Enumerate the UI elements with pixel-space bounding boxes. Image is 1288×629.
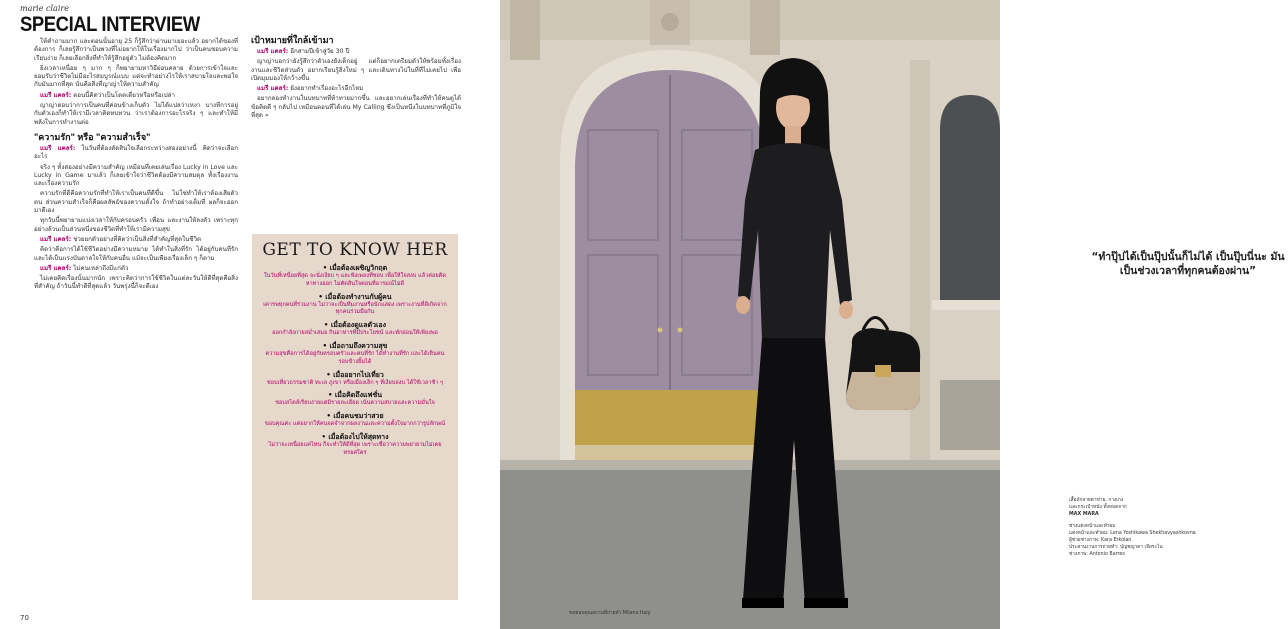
credit-line: ช่างภาพ: Antonio Barres (1069, 552, 1125, 557)
question-text: ไม่คนเหล่าถึงมีแก่ตัว (73, 264, 129, 272)
credit-line: ช่างแต่งหน้าและทำผม (1069, 524, 1116, 529)
credit-line: และกระเป๋าหนัง ทั้งหมดจาก (1069, 505, 1127, 510)
item-question: • เมื่อถามถึงความสุข (322, 341, 388, 350)
bag-clasp-icon (875, 365, 891, 377)
item-answer: ชอบเที่ยวธรรมชาติ ทะเล ภูเขา หรือเมืองเล็ก ๆ ที่เงียบสงบ ได้ใช้เวลาช้า ๆ (266, 379, 444, 386)
speaker-label: แมรี แคลร์: (257, 48, 289, 55)
answer: ญาญ่าบอกว่ายังรู้สึกว่าตัวเองยังเด็กอยู่ แต่ก็อยากเตรียมตัวให้พร้อมทั้งเรื่องงานและชีวิตส่วนตัว อยากเรียนรู้สิ่งใหม่ ๆ และเดินทางไปในที่ที่ไม่เคยไป เพื่อเปิดมุมมองให้กว้างขึ้น (251, 58, 461, 82)
speaker-label: แมรี แคลร์: (40, 91, 72, 99)
item-question: • เมื่อต้องดูแลตัวเอง (323, 321, 387, 330)
credit-line: ผู้ช่วยช่างภาพ: Kara Erkolan (1069, 538, 1132, 543)
question (251, 85, 461, 93)
get-to-know-her-title: GET TO KNOW HER (262, 240, 448, 260)
subheading: "ความรัก" หรือ "ความสำเร็จ" (34, 131, 151, 142)
answer: ความรักที่ดีคือความรักที่ทำให้เราเป็นคนที่ดีขึ้น ไม่ใช่ทำให้เราต้องเสียตัวตน ส่วนความสำเร็จก็คือผลลัพธ์ของความตั้งใจ ถ้าทำอย่างเต็มที่ ผลก็จะออกมาดีเอง (34, 190, 238, 215)
list-item (252, 432, 458, 458)
answer: คิดว่าคือการได้ใช้ชีวิตอย่างมีความหมาย ได้ทำในสิ่งที่รัก ได้อยู่กับคนที่รัก และได้เป็นแรงบันดาลใจให้กับคนอื่น แม้จะเป็นเพียงเรื่องเล็ก ๆ ก็ตาม (34, 246, 238, 262)
question (251, 48, 461, 56)
cover-photo (500, 0, 1285, 629)
question (34, 92, 238, 100)
door-handle-icon (658, 328, 663, 333)
article-column-1 (34, 38, 238, 618)
article-column-2 (251, 30, 461, 220)
speaker-label: แมรี แคลร์: (40, 144, 76, 152)
paragraph: ให้คำถามมาก และตอนนั้นอายุ 25 ก็รู้สึกว่าผ่านมาเยอะแล้ว อยากได้ของที่ต้องการ ก็เลยรู้สึกว่าเป็นพวงที่ไม่อยากให้ในเรื่องมากไป ว่าเป็นคนชอบความเรียบง่าย ก็เลยเลือกสิ่งที่ทำให้รู้สึกอยู่ตัว ไม่ต้องคิดมาก (34, 38, 238, 62)
item-question: • เมื่อคิดถึงแฟชั่น (327, 391, 382, 400)
list-item (252, 263, 458, 289)
brass-plate (575, 390, 765, 445)
section-title: SPECIAL INTERVIEW (20, 13, 200, 36)
item-question: • เมื่อต้องไปให้สุดทาง (321, 432, 389, 441)
get-to-know-her-box (252, 234, 458, 600)
photo-illustration (500, 0, 1000, 629)
left-page (0, 0, 498, 629)
item-answer: ในวันที่เหนื่อยที่สุด จะนั่งเงียบ ๆ และฟังเพลงที่ชอบ เพื่อให้ใจสงบ แล้วค่อยคิดหาทางออก ไม่ตัดสินใจตอนที่อารมณ์ไม่ดี (263, 273, 447, 287)
question-text: ช่วยยกตัวอย่างที่คิดว่าเป็นสิ่งที่สำคัญที่สุดในชีวิต (73, 235, 202, 243)
credit-line: แต่งหน้าและทำผม: Lena Yoshikawa Shekhavyashkovna (1069, 531, 1196, 536)
window (940, 95, 1000, 300)
list-item (252, 411, 458, 429)
item-question: • เมื่อต้องเผชิญวิกฤต (322, 264, 388, 272)
location-credit: ขอขอบคุณสถานที่ถ่ายทำ Milano Italy (569, 611, 651, 616)
answer: ญาญ่าตอบว่าการเป็นคนที่ค่อนข้างเก็บตัว ไม่ได้แปลว่าเหงา บางทีการอยู่กับตัวเองก็ทำให้เรามีเวลาคิดทบทวน ว่าเราต้องการอะไรจริง ๆ และทำให้มีพลังในการทำงานต่อ (34, 102, 238, 126)
question (34, 236, 238, 244)
list-item (252, 390, 458, 408)
item-answer: ขอบคุณค่ะ แต่อยากให้คนจดจำจากผลงานและความตั้งใจมากกว่ารูปลักษณ์ (264, 421, 446, 428)
credit-line: เสื้อถักลายตาข่าย, กางเกง (1069, 498, 1124, 503)
item-question: • เมื่อคนชมว่าสวย (326, 412, 384, 421)
item-answer: ชอบสไตล์เรียบง่ายแต่มีรายละเอียด เน้นความสบายและความมั่นใจ (275, 400, 435, 407)
speaker-label: แมรี แคลร์: (40, 235, 72, 243)
list-item (252, 341, 458, 367)
question-text: ตอนนี้คิดว่าเป็นโดดเดี่ยวหรือหรือเปล่า (73, 91, 175, 99)
speaker-label: แมรี แคลร์: (257, 85, 289, 93)
page-number: 70 (20, 614, 29, 622)
list-item (252, 292, 458, 318)
speaker-label: แมรี แคลร์: (40, 264, 72, 272)
wall-vent (940, 380, 1000, 450)
item-question: • เมื่อต้องทำงานกับผู้คน (318, 292, 392, 301)
question-text: ยังอยากทำเรื่องอะไรอีกไหม (290, 85, 364, 93)
question (34, 145, 238, 162)
answer: ไม่เคยคิดเรื่องนั้นมากนัก เพราะคิดว่าการใช้ชีวิตในแต่ละวันให้ดีที่สุดคือสิ่งที่สำคัญ ถ้าวันนี้ทำดีที่สุดแล้ว วันพรุ่งนี้ก็จะดีเอง (34, 275, 238, 291)
item-answer: ไม่ว่าจะเหนื่อยแค่ไหน ก็จะทำให้ดีที่สุด เพราะเชื่อว่าความพยายามไม่เคยทรยศใคร (268, 441, 442, 456)
subheading: เป้าหมายที่ใกล้เข้ามา (251, 35, 334, 45)
item-answer: ความสุขคือการได้อยู่กับครอบครัวและคนที่รัก ได้ทำงานที่รัก และได้เห็นคนรอบข้างยิ้มได้ (265, 350, 445, 365)
mask-ornament-icon (661, 13, 679, 31)
answer: ทุกวันนี้พยายามแบ่งเวลาให้กับครอบครัว เพื่อน และงานให้ลงตัว เพราะทุกอย่างล้วนเป็นส่วนหนึ่งของชีวิตที่ทำให้เรามีความสุข (34, 217, 238, 233)
question-text: ในวันที่ต้องตัดสินใจเลือกระหว่างสองอย่างนี้ คิดว่าจะเลือกอะไร (34, 144, 239, 161)
magazine-tag: marie claire (20, 4, 69, 13)
list-item (252, 320, 458, 338)
credit-line: MAX MARA (1069, 512, 1099, 517)
question-text: อีกสามปีเข้าสู่วัย 30 ปี (290, 48, 350, 55)
question (34, 265, 238, 273)
answer: อยากลองทำงานในบทบาทที่ท้าทายมากขึ้น และอยากเล่นเรื่องที่ทำให้คนดูได้ข้อคิดดี ๆ กลับไป เหมือนตอนที่ได้เล่น My Calling ซึ่งเป็นหนึ่งในบทบาทที่ภูมิใจที่สุด » (251, 95, 461, 120)
item-question: • เมื่ออยากไปเที่ยว (326, 370, 384, 379)
item-answer: ออกกำลังกายสม่ำเสมอ กินอาหารที่มีประโยชน์ และพักผ่อนให้เพียงพอ (272, 330, 438, 337)
item-answer: เคารพทุกคนที่ร่วมงาน ไม่ว่าจะเป็นทีมงานหรือนักแสดง เพราะงานที่ดีเกิดจากทุกคนร่วมมือกัน (263, 301, 447, 316)
answer: จริง ๆ ทั้งสองอย่างมีความสำคัญ เหมือนที่เคยเล่นเรื่อง Lucky in Love และ Lucky in Game มาแล้ว ก็เลยเข้าใจว่าชีวิตต้องมีความสมดุล ทั้งเรื่องงานและเรื่องความรัก (34, 163, 238, 188)
pull-quote: “ทำปุ๊ปได้เป็นปุ๊ปนั้นก็ไม่ได้ เป็นปุ๊บนี่นะ มันเป็นช่วงเวลาที่ทุกคนต้องผ่าน” (1091, 251, 1285, 277)
credit-line: ประสานงานการถ่ายทำ: ปุ่ญชญาดา เจียระไน (1069, 545, 1163, 550)
fashion-credits (1069, 497, 1239, 558)
list-item (252, 370, 458, 388)
paragraph: ยิ่งเวลาเหนื่อย ๆ มาก ๆ ก็พยายามหาวิธีผ่อนคลาย ด้วยการเข้าใจและยอมรับว่าชีวิตไม่มีอะไรสมบูรณ์แบบ แต่จะทำอย่างไรให้เราสบายใจและพอใจกับมันมากที่สุด นั่นคือสิ่งที่ญาญ่าให้ความสำคัญ (34, 64, 238, 89)
